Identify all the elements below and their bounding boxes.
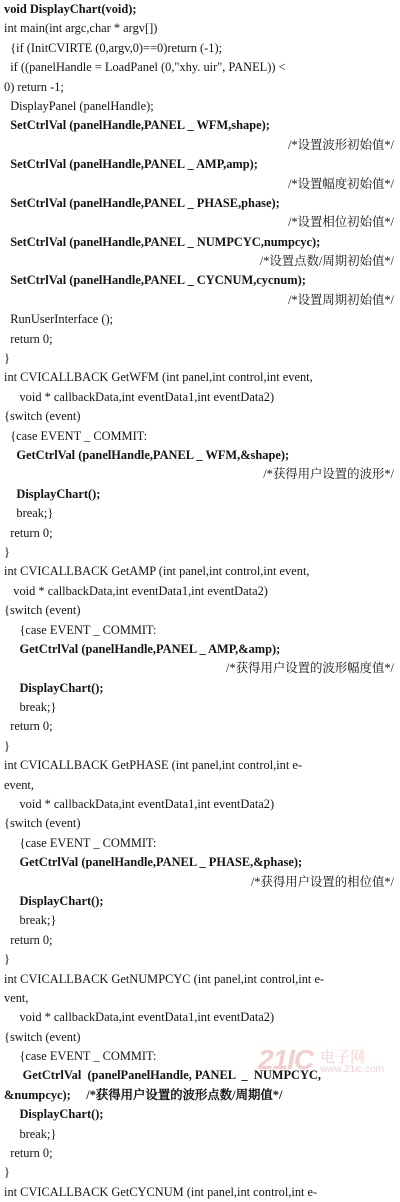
- code-line: break;}: [4, 700, 57, 715]
- code-comment-line: /*获得用户设置的波形幅度值*/: [226, 661, 394, 676]
- code-line: SetCtrlVal (panelHandle,PANEL _ NUMPCYC,numpcyc);: [4, 234, 321, 249]
- code-line: {case EVENT _ COMMIT:: [4, 1049, 157, 1064]
- code-line: }: [4, 952, 10, 967]
- code-line: DisplayChart();: [4, 486, 101, 501]
- code-line: {case EVENT _ COMMIT:: [4, 428, 148, 443]
- watermark-url: www.21ic.com: [320, 1064, 384, 1075]
- code-line: void * callbackData,int eventData1,int eventData2): [4, 389, 275, 404]
- code-line: SetCtrlVal (panelHandle,PANEL _ CYCNUM,cycnum);: [4, 273, 306, 288]
- code-line: return 0;: [4, 331, 53, 346]
- code-line: GetCtrlVal (panelHandle,PANEL _ WFM,&shape);: [4, 447, 290, 462]
- code-line: {switch (event): [4, 409, 81, 424]
- code-line: break;}: [4, 506, 54, 521]
- code-comment-line: /*设置波形初始值*/: [287, 137, 394, 152]
- code-comment-line: /*设置相位初始值*/: [287, 215, 394, 230]
- code-line: }: [4, 351, 10, 366]
- code-line: void * callbackData,int eventData1,int eventData2): [4, 1010, 275, 1025]
- code-line: {switch (event): [4, 816, 81, 831]
- code-line: int CVICALLBACK GetCYCNUM (int panel,int control,int e-: [4, 1184, 318, 1199]
- code-line: event,: [4, 777, 34, 792]
- code-line: 0) return -1;: [4, 79, 64, 94]
- code-line: return 0;: [4, 525, 53, 540]
- code-line: void DisplayChart(void);: [4, 2, 137, 16]
- code-line: GetCtrlVal (panelPanelHandle, PANEL _ NUMPCYC,: [4, 1068, 321, 1083]
- watermark-number: 21IC: [258, 1044, 314, 1075]
- code-line: if ((panelHandle = LoadPanel (0,"xhy. uir", PANEL)) <: [4, 60, 286, 75]
- code-line: int CVICALLBACK GetNUMPCYC (int panel,int control,int e-: [4, 971, 325, 986]
- code-line: RunUserInterface ();: [4, 312, 114, 327]
- code-line: {if (InitCVIRTE (0,argv,0)==0)return (-1);: [4, 40, 223, 55]
- code-line: {switch (event): [4, 603, 81, 618]
- code-comment-line: /*获得用户设置的相位值*/: [250, 874, 394, 889]
- code-line: SetCtrlVal (panelHandle,PANEL _ AMP,amp);: [4, 157, 258, 172]
- code-line: return 0;: [4, 1146, 53, 1161]
- code-line: vent,: [4, 990, 29, 1005]
- code-comment-line: /*设置点数/周期初始值*/: [259, 254, 394, 269]
- watermark-chinese: 电子网: [320, 1048, 366, 1066]
- code-line: int CVICALLBACK GetWFM (int panel,int control,int event,: [4, 370, 313, 385]
- code-comment-line: /*设置周期初始值*/: [287, 292, 394, 307]
- code-line: return 0;: [4, 932, 53, 947]
- code-line: void * callbackData,int eventData1,int eventData2): [4, 797, 275, 812]
- code-line: void * callbackData,int eventData1,int eventData2): [4, 583, 268, 598]
- site-watermark-logo: [258, 1044, 388, 1080]
- code-line: DisplayChart();: [4, 1107, 104, 1122]
- code-line: DisplayChart();: [4, 893, 104, 908]
- code-line: {case EVENT _ COMMIT:: [4, 835, 157, 850]
- code-line: SetCtrlVal (panelHandle,PANEL _ PHASE,phase);: [4, 195, 280, 210]
- code-line: return 0;: [4, 719, 53, 734]
- code-line: int CVICALLBACK GetAMP (int panel,int control,int event,: [4, 564, 310, 579]
- code-line: DisplayChart();: [4, 680, 104, 695]
- code-line: SetCtrlVal (panelHandle,PANEL _ WFM,shape);: [4, 118, 270, 133]
- code-comment-line: /*获得用户设置的波形*/: [263, 467, 394, 482]
- code-listing: [4, 0, 396, 1202]
- code-line: int main(int argc,char * argv[]): [4, 21, 158, 36]
- code-line: &numpcyc); /*获得用户设置的波形点数/周期值*/: [4, 1087, 283, 1102]
- code-line: DisplayPanel (panelHandle);: [4, 98, 154, 113]
- code-comment-line: /*设置幅度初始值*/: [287, 176, 394, 191]
- code-line: GetCtrlVal (panelHandle,PANEL _ PHASE,&phase);: [4, 855, 303, 870]
- code-line: {switch (event): [4, 1029, 81, 1044]
- code-line: int CVICALLBACK GetPHASE (int panel,int control,int e-: [4, 758, 303, 773]
- code-line: }: [4, 1165, 10, 1180]
- code-line: break;}: [4, 913, 57, 928]
- code-line: {case EVENT _ COMMIT:: [4, 622, 157, 637]
- code-line: }: [4, 544, 10, 559]
- code-line: GetCtrlVal (panelHandle,PANEL _ AMP,&amp);: [4, 641, 281, 656]
- code-line: }: [4, 738, 10, 753]
- code-line: break;}: [4, 1126, 57, 1141]
